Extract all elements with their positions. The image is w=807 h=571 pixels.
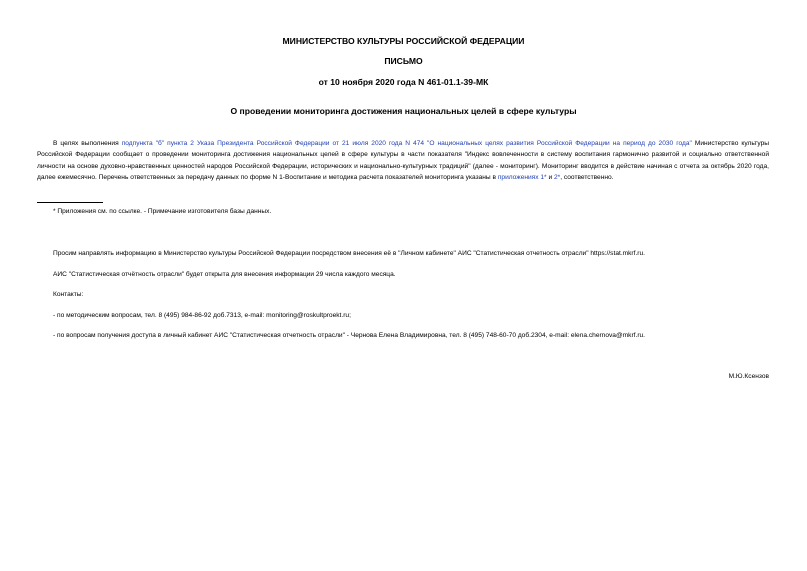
main-text-part3: и (546, 173, 554, 181)
main-paragraph (37, 138, 769, 183)
appendix-2-link[interactable]: 2* (553, 173, 561, 181)
availability-paragraph: АИС "Статистическая отчётность отрасли" будет открыта для внесения информации 29 числа каждого месяца. (53, 271, 396, 278)
main-text-part1: В целях выполнения (53, 140, 122, 147)
contacts-label: Контакты: (53, 291, 84, 298)
main-text-part4: , соответственно. (560, 173, 614, 181)
document-type: ПИСЬМО (384, 56, 423, 66)
contact-access: - по вопросам получения доступа в личный кабинет АИС "Статистическая отчетность отрасли" - Чернова Елена Владимировна, тел. 8 (495) 748-60-70 доб.2304, e-mail: elena.chernova@mkrf.ru. (53, 332, 646, 339)
date-number: от 10 ноября 2020 года N 461-01.1-39-МК (318, 77, 489, 87)
footnote: * Приложения см. по ссылке. - Примечание изготовителя базы данных. (53, 208, 272, 215)
footnote-separator (37, 202, 103, 203)
document-subject: О проведении мониторинга достижения национальных целей в сфере культуры (230, 106, 577, 116)
appendix-1-link[interactable]: приложениях 1* (497, 173, 547, 181)
main-text-part2: Министерство культуры Российской Федерации сообщает о проведении мониторинга достижения национальных целей в сфере культуры в части показателя "Индекс вовлеченности в систему воспитания гармонично развитой и социально ответственной личности на основе духовно-нравственных ценностей народов Российской Федерации, исторических и национально-культурных традиций" (далее - мониторинг). Мониторинг вводится в действие начиная с отчета за октябрь 2020 года, далее ежемесячно. Перечень ответственных за передачу данных по форме N 1-Воспитание и методика расчета показателей мониторинга указаны в (37, 140, 769, 181)
contact-methodical: - по методическим вопросам, тел. 8 (495) 984-86-92 доб.7313, e-mail: monitoring@roskultproekt.ru; (53, 312, 351, 319)
ministry-heading: МИНИСТЕРСТВО КУЛЬТУРЫ РОССИЙСКОЙ ФЕДЕРАЦИИ (282, 36, 525, 46)
decree-link[interactable]: подпункта "б" пункта 2 Указа Президента Российской Федерации от 21 июля 2020 года N 474 "О национальных целях развития Российской Федерации на период до 2030 года" (121, 140, 692, 147)
request-paragraph: Просим направлять информацию в Министерство культуры Российской Федерации посредством внесения её в "Личном кабинете" АИС "Статистическая отчетность отрасли" https://stat.mkrf.ru. (53, 250, 645, 257)
signature: М.Ю.Ксензов (728, 373, 769, 380)
